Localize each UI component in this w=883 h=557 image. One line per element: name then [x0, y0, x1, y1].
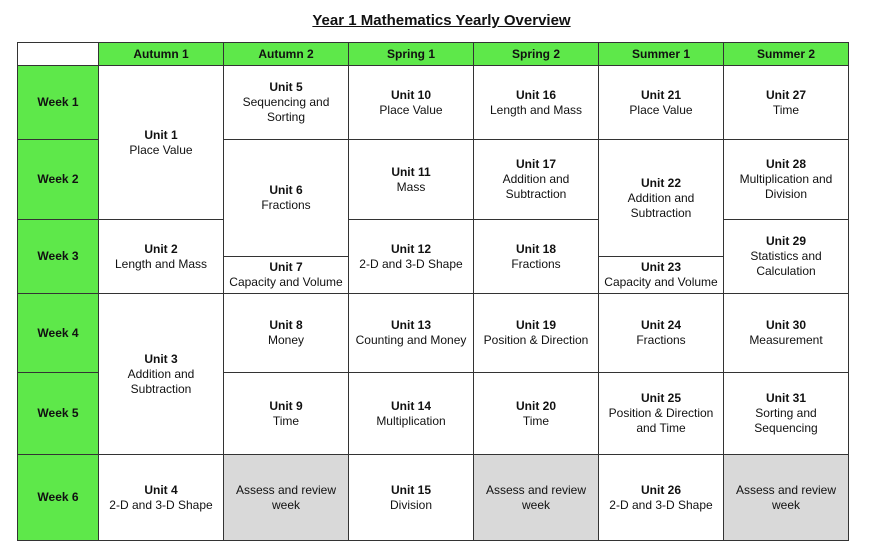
unit-cell: Unit 20 Time — [474, 373, 599, 455]
unit-cell: Unit 18 Fractions — [474, 220, 599, 294]
week-label: Week 4 — [18, 294, 99, 373]
yearly-overview-table — [17, 42, 849, 541]
week-label: Week 2 — [18, 140, 99, 220]
unit-cell: Unit 8 Money — [224, 294, 349, 373]
unit-cell: Unit 2 Length and Mass — [99, 220, 224, 294]
page-title: Year 1 Mathematics Yearly Overview — [312, 12, 571, 29]
unit-cell: Unit 24 Fractions — [599, 294, 724, 373]
unit-cell: Unit 10 Place Value — [349, 66, 474, 140]
week-label: Week 1 — [18, 66, 99, 140]
unit-cell: Unit 1 Place Value — [99, 66, 224, 220]
unit-cell: Unit 19 Position & Direction — [474, 294, 599, 373]
week-label: Week 6 — [18, 455, 99, 541]
unit-cell: Unit 17 Addition and Subtraction — [474, 140, 599, 220]
header-row — [18, 43, 849, 66]
unit-cell: Unit 14 Multiplication — [349, 373, 474, 455]
week-label: Week 5 — [18, 373, 99, 455]
unit-cell: Unit 21 Place Value — [599, 66, 724, 140]
assess-review-cell: Assess and review week — [724, 455, 849, 541]
week-label: Week 3 — [18, 220, 99, 294]
corner-cell — [18, 43, 99, 66]
unit-cell: Unit 7 Capacity and Volume — [224, 257, 349, 294]
table-row — [18, 455, 849, 541]
unit-cell: Unit 11 Mass — [349, 140, 474, 220]
term-header: Autumn 1 — [99, 43, 224, 66]
unit-cell: Unit 27 Time — [724, 66, 849, 140]
unit-cell: Unit 15 Division — [349, 455, 474, 541]
unit-cell: Unit 16 Length and Mass — [474, 66, 599, 140]
unit-cell: Unit 13 Counting and Money — [349, 294, 474, 373]
unit-cell: Unit 28 Multiplication and Division — [724, 140, 849, 220]
unit-cell: Unit 12 2-D and 3-D Shape — [349, 220, 474, 294]
table-row — [18, 220, 849, 257]
term-header: Spring 1 — [349, 43, 474, 66]
unit-cell: Unit 29 Statistics and Calculation — [724, 220, 849, 294]
table-row — [18, 66, 849, 103]
unit-cell: Unit 9 Time — [224, 373, 349, 455]
term-header: Summer 2 — [724, 43, 849, 66]
term-header: Spring 2 — [474, 43, 599, 66]
term-header: Summer 1 — [599, 43, 724, 66]
unit-cell: Unit 26 2-D and 3-D Shape — [599, 455, 724, 541]
unit-cell: Unit 6 Fractions — [224, 140, 349, 257]
unit-cell: Unit 3 Addition and Subtraction — [99, 294, 224, 455]
assess-review-cell: Assess and review week — [224, 455, 349, 541]
unit-cell: Unit 31 Sorting and Sequencing — [724, 373, 849, 455]
unit-cell: Unit 22 Addition and Subtraction — [599, 140, 724, 257]
term-header: Autumn 2 — [224, 43, 349, 66]
assess-review-cell: Assess and review week — [474, 455, 599, 541]
unit-cell: Unit 4 2-D and 3-D Shape — [99, 455, 224, 541]
unit-cell: Unit 25 Position & Direction and Time — [599, 373, 724, 455]
unit-cell: Unit 23 Capacity and Volume — [599, 257, 724, 294]
unit-cell: Unit 5 Sequencing and Sorting — [224, 66, 349, 140]
unit-cell: Unit 30 Measurement — [724, 294, 849, 373]
table-row — [18, 294, 849, 373]
